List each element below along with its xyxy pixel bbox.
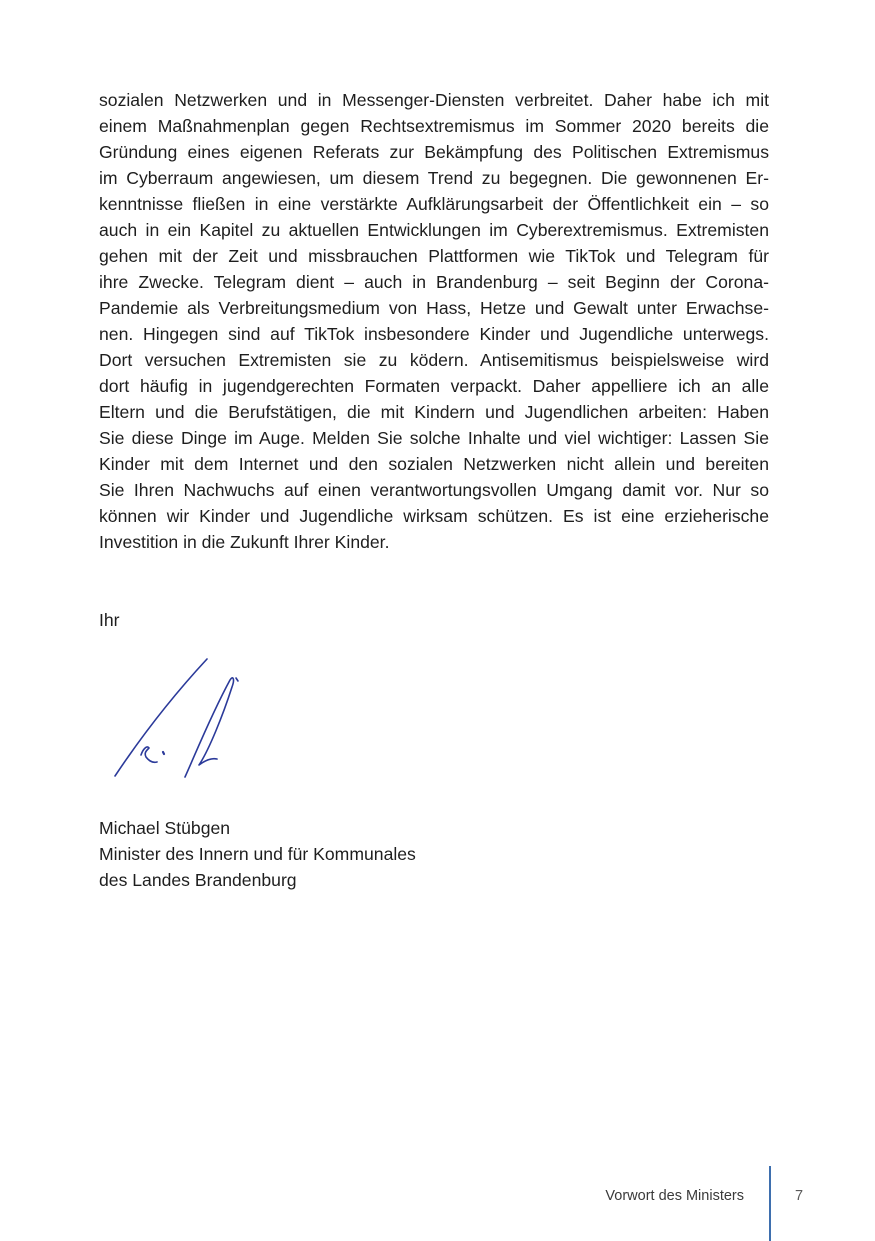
paragraph-line: sozialen Netzwerken und in Messenger-Diensten verbreitet. Daher habe ich mit	[99, 90, 769, 110]
paragraph-line: einem Maßnahmenplan gegen Rechtsextremismus im Sommer 2020 bereits die	[99, 116, 769, 136]
paragraph-line: Pandemie als Verbreitungsmedium von Hass, Hetze und Gewalt unter Erwachse-	[99, 298, 769, 318]
paragraph-line: im Cyberraum angewiesen, um diesem Trend zu begegnen. Die gewonnenen Er-	[99, 168, 769, 188]
closing-salutation: Ihr	[99, 610, 120, 630]
page-number: 7	[795, 1188, 804, 1204]
signatory-title: Minister des Innern und für Kommunales	[99, 844, 416, 864]
footer-section-label: Vorwort des Ministers	[605, 1188, 744, 1204]
paragraph-line: dort häufig in jugendgerechten Formaten verpackt. Daher appelliere ich an alle	[99, 376, 769, 396]
signatory-name: Michael Stübgen	[99, 818, 231, 838]
signatory-block	[99, 815, 416, 893]
paragraph-line: kenntnisse fließen in eine verstärkte Aufklärungsarbeit der Öffentlichkeit ein – so	[99, 194, 769, 214]
paragraph-line: Sie Ihren Nachwuchs auf einen verantwortungsvollen Umgang damit vor. Nur so	[99, 480, 769, 500]
paragraph-line: Kinder mit dem Internet und den sozialen Netzwerken nicht allein und bereiten	[99, 454, 769, 474]
paragraph-line: gehen mit der Zeit und missbrauchen Plattformen wie TikTok und Telegram für	[99, 246, 769, 266]
footer-divider	[769, 1166, 771, 1241]
paragraph-line: ihre Zwecke. Telegram dient – auch in Brandenburg – seit Beginn der Corona-	[99, 272, 769, 292]
signatory-title-continued: des Landes Brandenburg	[99, 870, 297, 890]
paragraph-line: Gründung eines eigenen Referats zur Bekämpfung des Politischen Extremismus	[99, 142, 769, 162]
paragraph-line: Investition in die Zukunft Ihrer Kinder.	[99, 532, 390, 552]
handwritten-signature	[99, 645, 264, 805]
paragraph-line: Eltern und die Berufstätigen, die mit Kindern und Jugendlichen arbeiten: Haben	[99, 402, 769, 422]
paragraph-line: auch in ein Kapitel zu aktuellen Entwicklungen im Cyberextremismus. Extremisten	[99, 220, 769, 240]
paragraph-line: Sie diese Dinge im Auge. Melden Sie solche Inhalte und viel wichtiger: Lassen Sie	[99, 428, 769, 448]
paragraph-line: Dort versuchen Extremisten sie zu ködern. Antisemitismus beispielsweise wird	[99, 350, 769, 370]
paragraph-line: können wir Kinder und Jugendliche wirksam schützen. Es ist eine erzieherische	[99, 506, 769, 526]
paragraph-line: nen. Hingegen sind auf TikTok insbesondere Kinder und Jugendliche unterwegs.	[99, 324, 769, 344]
body-paragraph	[99, 87, 769, 555]
